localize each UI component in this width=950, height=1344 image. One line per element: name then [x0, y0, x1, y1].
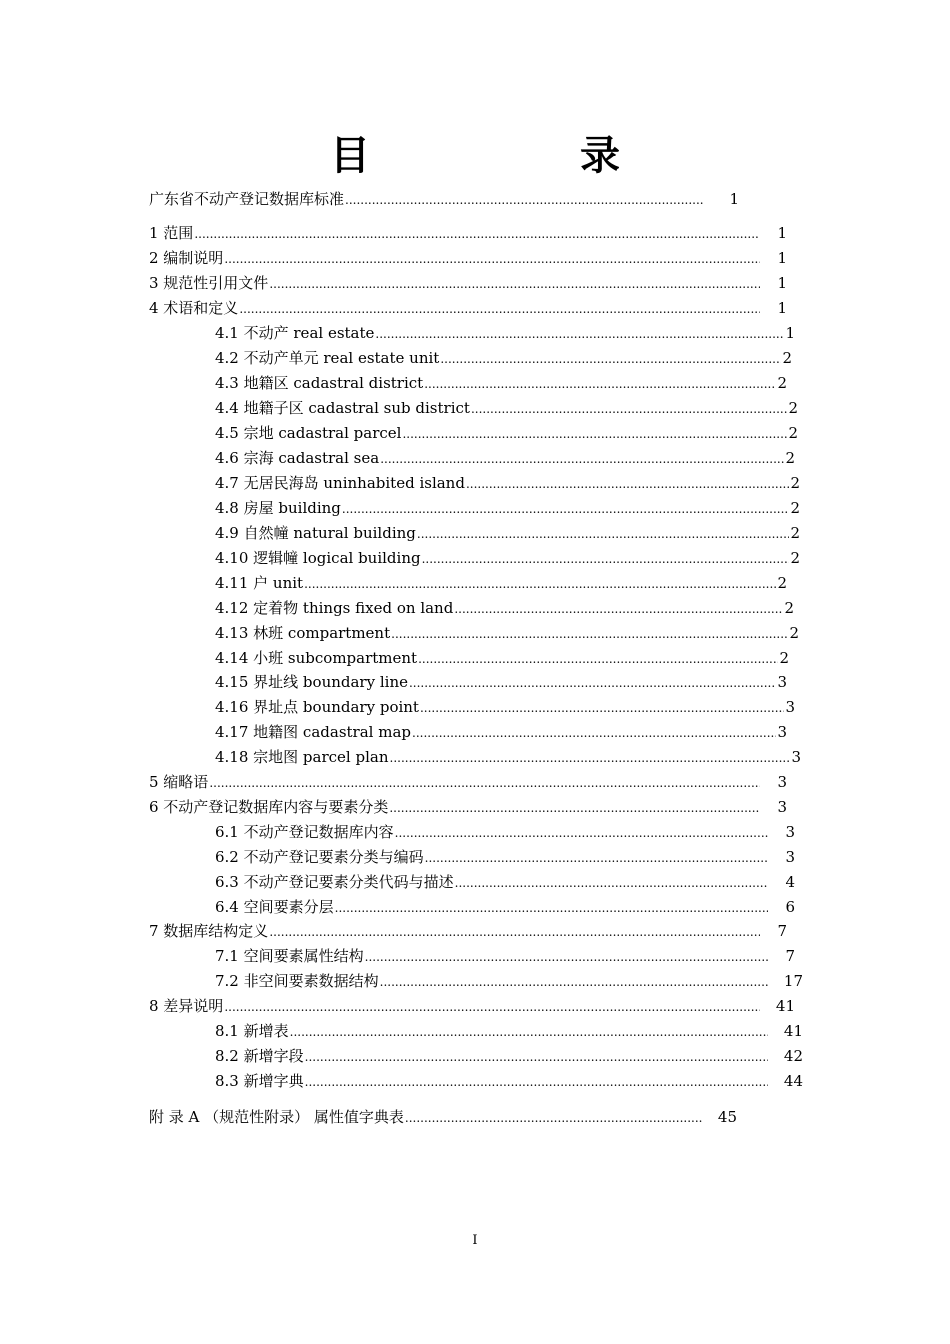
- toc-entry-page: 2: [790, 474, 800, 492]
- dot-leader: [224, 997, 760, 1017]
- toc-entry-label: 4.8 房屋 building: [215, 499, 341, 517]
- toc-entry-label: 7 数据库结构定义: [149, 922, 269, 940]
- toc-entry-label: 4.16 界址点 boundary point: [215, 698, 419, 716]
- toc-entry-page: 2: [785, 449, 795, 467]
- dot-leader: [269, 922, 760, 942]
- toc-entry[interactable]: [215, 822, 795, 843]
- dot-leader: [425, 848, 768, 868]
- toc-entry-label: 4.14 小班 subcompartment: [215, 649, 418, 667]
- toc-entry-page: 42: [783, 1047, 803, 1065]
- toc-entry[interactable]: [149, 797, 787, 818]
- toc-entry-label: 广东省不动产登记数据库标准: [149, 190, 345, 208]
- toc-entry[interactable]: [215, 672, 787, 693]
- toc-entry[interactable]: [149, 189, 739, 210]
- toc-entry-page: 2: [779, 649, 789, 667]
- toc-entry-label: 4.9 自然幢 natural building: [215, 524, 416, 542]
- toc-entry-label: 6.3 不动产登记要素分类代码与描述: [215, 873, 454, 891]
- toc-entry-page: 1: [785, 324, 795, 342]
- toc-entry-label: 6.4 空间要素分层: [215, 898, 334, 916]
- dot-leader: [239, 299, 760, 319]
- toc-entry-label: 4.1 不动产 real estate: [215, 324, 375, 342]
- dot-leader: [395, 823, 768, 843]
- toc-entry-page: 1: [729, 190, 739, 208]
- toc-entry-page: 3: [785, 823, 795, 841]
- toc-entry[interactable]: [215, 847, 795, 868]
- dot-leader: [417, 524, 790, 544]
- dot-leader: [375, 324, 784, 344]
- toc-entry-label: 4.6 宗海 cadastral sea: [215, 449, 380, 467]
- toc-entry-label: 4.4 地籍子区 cadastral sub district: [215, 399, 470, 417]
- toc-entry[interactable]: [215, 1021, 803, 1042]
- toc-entry[interactable]: [215, 423, 798, 444]
- toc-entry-page: 2: [777, 374, 787, 392]
- toc-entry-page: 44: [783, 1072, 803, 1090]
- toc-entry-page: 2: [790, 524, 800, 542]
- dot-leader: [424, 374, 776, 394]
- toc-entry-page: 3: [777, 773, 787, 791]
- toc-entry-page: 3: [791, 748, 801, 766]
- dot-leader: [380, 972, 768, 992]
- toc-entry[interactable]: [215, 1071, 803, 1092]
- toc-entry[interactable]: [215, 373, 787, 394]
- dot-leader: [454, 599, 783, 619]
- toc-entry-page: 7: [777, 922, 787, 940]
- toc-entry-page: 45: [717, 1108, 737, 1126]
- toc-entry[interactable]: [149, 996, 795, 1017]
- dot-leader: [471, 399, 788, 419]
- toc-entry-label: 4.7 无居民海岛 uninhabited island: [215, 474, 465, 492]
- toc-entry-label: 6.1 不动产登记数据库内容: [215, 823, 394, 841]
- toc-entry-page: 3: [777, 673, 787, 691]
- toc-entry-page: 3: [785, 848, 795, 866]
- toc-entry[interactable]: [215, 946, 795, 967]
- toc-entry[interactable]: [215, 523, 800, 544]
- dot-leader: [290, 1022, 768, 1042]
- dot-leader: [390, 748, 791, 768]
- toc-entry[interactable]: [149, 1107, 737, 1128]
- toc-entry[interactable]: [215, 722, 787, 743]
- toc-entry-label: 4.17 地籍图 cadastral map: [215, 723, 411, 741]
- toc-entry[interactable]: [215, 971, 803, 992]
- toc-entry-page: 41: [783, 1022, 803, 1040]
- toc-entry-label: 4.12 定着物 things fixed on land: [215, 599, 454, 617]
- toc-entry[interactable]: [215, 548, 800, 569]
- toc-entry-label: 4.2 不动产单元 real estate unit: [215, 349, 440, 367]
- toc-entry-label: 2 编制说明: [149, 249, 224, 267]
- toc-entry-label: 3 规范性引用文件: [149, 274, 269, 292]
- toc-entry[interactable]: [215, 323, 795, 344]
- dot-leader: [365, 947, 768, 967]
- toc-entry[interactable]: [215, 573, 787, 594]
- dot-leader: [412, 723, 776, 743]
- toc-entry-label: 8.3 新增字典: [215, 1072, 304, 1090]
- toc-entry[interactable]: [215, 623, 799, 644]
- dot-leader: [420, 698, 784, 718]
- toc-entry-label: 4.3 地籍区 cadastral district: [215, 374, 424, 392]
- toc-entry-label: 4 术语和定义: [149, 299, 239, 317]
- toc-entry-page: 1: [777, 249, 787, 267]
- toc-entry-page: 2: [782, 349, 792, 367]
- toc-entry-label: 8.1 新增表: [215, 1022, 289, 1040]
- dot-leader: [194, 224, 760, 244]
- toc-entry-page: 6: [785, 898, 795, 916]
- toc-entry-label: 4.11 户 unit: [215, 574, 304, 592]
- toc-entry[interactable]: [215, 473, 800, 494]
- title-char-2: 录: [580, 133, 620, 179]
- toc-entry[interactable]: [215, 697, 795, 718]
- toc-entry-label: 6 不动产登记数据库内容与要素分类: [149, 798, 389, 816]
- toc-entry-label: 6.2 不动产登记要素分类与编码: [215, 848, 424, 866]
- toc-entry[interactable]: [215, 598, 794, 619]
- dot-leader: [402, 424, 787, 444]
- toc-entry[interactable]: [215, 747, 801, 768]
- toc-entry[interactable]: [149, 772, 787, 793]
- toc-entry-page: 1: [777, 299, 787, 317]
- toc-entry-page: 4: [785, 873, 795, 891]
- toc-entry-page: 2: [784, 599, 794, 617]
- toc-entry-page: 7: [785, 947, 795, 965]
- toc-entry-page: 1: [777, 274, 787, 292]
- dot-leader: [418, 649, 778, 669]
- dot-leader: [405, 1108, 702, 1128]
- title-char-1: 目: [330, 133, 370, 179]
- dot-leader: [224, 249, 760, 269]
- dot-leader: [345, 190, 703, 210]
- toc-entry-page: 3: [777, 723, 787, 741]
- toc-entry-page: 2: [788, 399, 798, 417]
- toc-entry-page: 1: [777, 224, 787, 242]
- toc-entry[interactable]: [149, 223, 787, 244]
- toc-entry-page: 3: [777, 798, 787, 816]
- toc-entry-label: 7.2 非空间要素数据结构: [215, 972, 379, 990]
- toc-entry[interactable]: [215, 648, 789, 669]
- dot-leader: [305, 1072, 768, 1092]
- toc-entry[interactable]: [215, 398, 798, 419]
- toc-entry[interactable]: [215, 897, 795, 918]
- dot-leader: [269, 274, 760, 294]
- toc-entry-page: 2: [788, 424, 798, 442]
- toc-entry-label: 4.10 逻辑幢 logical building: [215, 549, 421, 567]
- page-number: I: [472, 1233, 478, 1248]
- dot-leader: [391, 624, 788, 644]
- toc-entry[interactable]: [215, 498, 800, 519]
- toc-entry-page: 2: [777, 574, 787, 592]
- toc-entry-page: 3: [785, 698, 795, 716]
- dot-leader: [380, 449, 784, 469]
- toc-entry-label: 4.18 宗地图 parcel plan: [215, 748, 389, 766]
- dot-leader: [342, 499, 790, 519]
- dot-leader: [389, 798, 760, 818]
- toc-entry-label: 5 缩略语: [149, 773, 209, 791]
- dot-leader: [305, 1047, 768, 1067]
- toc-entry-label: 4.13 林班 compartment: [215, 624, 391, 642]
- toc-entry-label: 4.15 界址线 boundary line: [215, 673, 408, 691]
- toc-entry[interactable]: [149, 921, 787, 942]
- toc-entry-label: 8.2 新增字段: [215, 1047, 304, 1065]
- toc-entry-page: 41: [775, 997, 795, 1015]
- toc-entry[interactable]: [215, 872, 795, 893]
- toc-entry-page: 2: [789, 624, 799, 642]
- toc-entry-label: 1 范围: [149, 224, 194, 242]
- toc-entry[interactable]: [215, 1046, 803, 1067]
- dot-leader: [440, 349, 781, 369]
- toc-entry[interactable]: [149, 298, 787, 319]
- dot-leader: [209, 773, 760, 793]
- dot-leader: [455, 873, 768, 893]
- dot-leader: [422, 549, 790, 569]
- toc-entry[interactable]: [215, 448, 795, 469]
- toc-entry-label: 7.1 空间要素属性结构: [215, 947, 364, 965]
- toc-entry-page: 2: [790, 499, 800, 517]
- dot-leader: [466, 474, 790, 494]
- toc-entry-page: 2: [790, 549, 800, 567]
- toc-entry[interactable]: [149, 273, 787, 294]
- toc-entry[interactable]: [149, 248, 787, 269]
- toc-entry-page: 17: [783, 972, 803, 990]
- dot-leader: [335, 898, 768, 918]
- toc-entry-label: 8 差异说明: [149, 997, 224, 1015]
- dot-leader: [409, 673, 776, 693]
- toc-entry[interactable]: [215, 348, 792, 369]
- toc-entry-label: 附 录 A （规范性附录） 属性值字典表: [149, 1108, 404, 1126]
- dot-leader: [304, 574, 776, 594]
- toc-entry-label: 4.5 宗地 cadastral parcel: [215, 424, 402, 442]
